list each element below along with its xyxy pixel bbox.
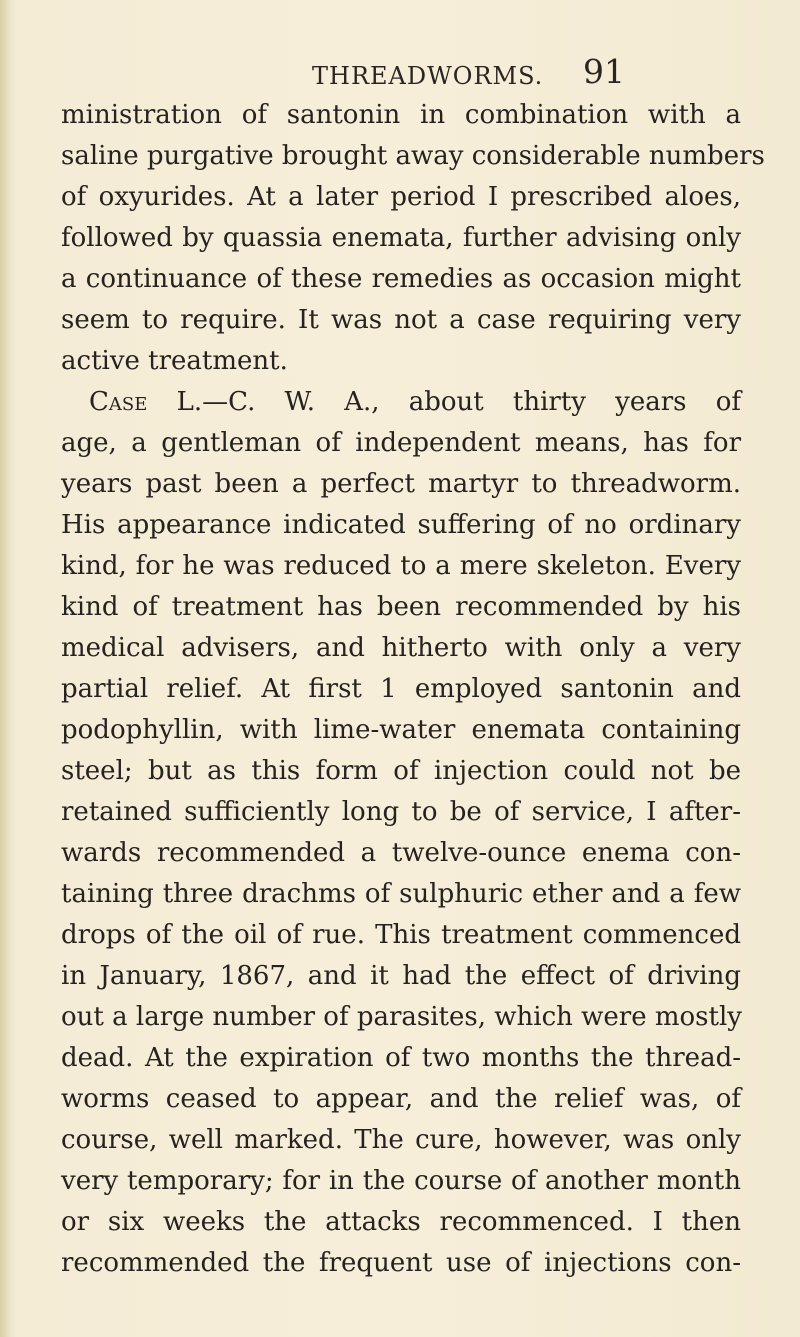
text-line: dead. At the expiration of two months the thread- <box>61 1043 741 1073</box>
text-line: ministration of santonin in combination with a <box>61 100 741 130</box>
text-line: His appearance indicated suffering of no ordinary <box>61 510 741 540</box>
page-number: 91 <box>583 52 625 91</box>
text-line: very temporary; for in the course of another month <box>61 1166 741 1196</box>
text-line: kind of treatment has been recommended by his <box>61 592 741 622</box>
text-line: recommended the frequent use of injections con- <box>61 1248 741 1278</box>
text-line: drops of the oil of rue. This treatment commenced <box>61 920 741 950</box>
text-line: steel; but as this form of injection could not be <box>61 756 741 786</box>
text-line: or six weeks the attacks recommenced. I then <box>61 1207 741 1237</box>
body-text <box>61 95 765 1284</box>
text-line: in January, 1867, and it had the effect of driving <box>61 961 741 991</box>
case-label: Case L. <box>89 387 203 417</box>
text-line: partial relief. At first 1 employed santonin and <box>61 674 741 704</box>
text-line: podophyllin, with lime-water enemata containing <box>61 715 741 745</box>
text-line: active treatment. <box>61 346 288 376</box>
text-line: age, a gentleman of independent means, has for <box>61 428 741 458</box>
text-line: course, well marked. The cure, however, was only <box>61 1125 741 1155</box>
text-line: medical advisers, and hitherto with only a very <box>61 633 741 663</box>
text-line: worms ceased to appear, and the relief was, of <box>61 1084 741 1114</box>
text-line: a continuance of these remedies as occasion might <box>61 264 741 294</box>
text-line: seem to require. It was not a case requiring very <box>61 305 741 335</box>
text-line: saline purgative brought away considerable numbers <box>61 141 765 171</box>
page-edge-shadow <box>0 0 10 1337</box>
text-line: kind, for he was reduced to a mere skeleton. Every <box>61 551 741 581</box>
text-line: wards recommended a twelve-ounce enema con- <box>61 838 741 868</box>
running-head-title: THREADWORMS. <box>312 62 544 90</box>
case-heading-line <box>61 382 741 423</box>
text-line: out a large number of parasites, which were mostly <box>61 1002 742 1032</box>
text-line: taining three drachms of sulphuric ether and a few <box>61 879 741 909</box>
text-line: retained sufficiently long to be of service, I after- <box>61 797 741 827</box>
case-first-line-text: —C. W. A., about thirty years of <box>202 387 741 417</box>
text-line: years past been a perfect martyr to threadworm. <box>61 469 741 499</box>
running-head <box>0 52 800 96</box>
text-line: of oxyurides. At a later period I prescribed aloes, <box>61 182 741 212</box>
text-line: followed by quassia enemata, further advising only <box>61 223 741 253</box>
